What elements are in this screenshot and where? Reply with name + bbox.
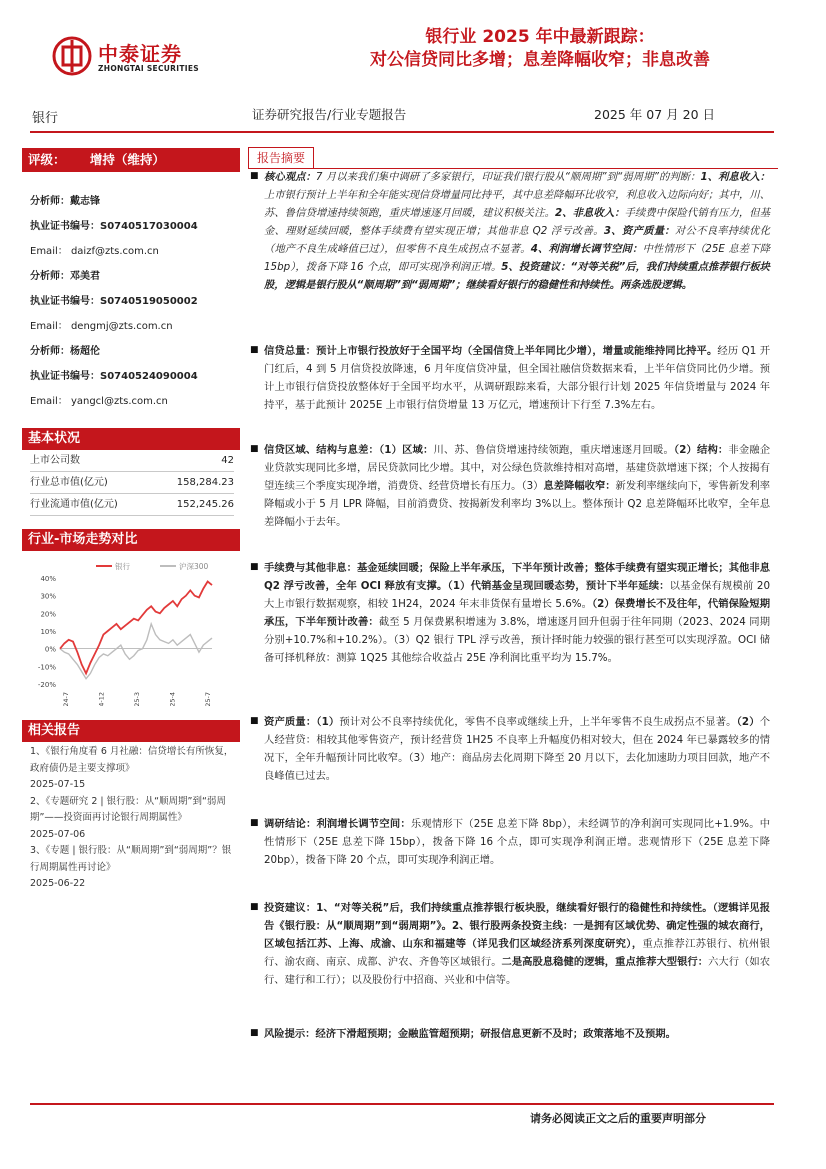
rating-bar — [22, 148, 240, 172]
basic-info-table — [30, 450, 234, 516]
logo-name-cn: 中泰证券 — [98, 42, 182, 66]
summary-tab — [248, 147, 778, 169]
analyst-email[interactable]: yangcl@zts.com.cn — [70, 396, 168, 407]
bullet-icon: ■ — [250, 345, 259, 355]
bullet-icon: ■ — [250, 171, 259, 181]
series-line — [60, 582, 212, 674]
rating-label: 评级： — [28, 152, 66, 167]
bullet-icon: ■ — [250, 444, 259, 454]
trend-header: 行业-市场走势对比 — [22, 529, 240, 551]
analyst-cert: S0740524090004 — [100, 371, 198, 382]
y-tick-label: 20% — [40, 610, 56, 619]
stat-row: 上市公司数 42 — [30, 450, 234, 472]
basic-info-header: 基本状况 — [22, 428, 240, 450]
header-divider — [30, 131, 774, 133]
rating-value: 增持（维持） — [89, 152, 165, 167]
report-type: 证券研究报告/行业专题报告 — [252, 107, 407, 122]
x-tick-label: 2025-4 — [168, 692, 177, 706]
industry-label: 银行 — [32, 111, 59, 126]
zhongtai-logo-icon — [52, 36, 92, 76]
series-line — [60, 624, 212, 679]
summary-asset-quality: 资产质量：（1）预计对公不良率持续优化，零售不良率或继续上升，上半年零售不良生成拐点不显著。（2）个人经营贷：相较其他零售资产，预计经营贷 1H25 不良率上升幅度仍相对较大，但在 2024 年已暴露较多的情况下，全年升幅预计同比收窄。（3）地产：商品房去化周期下降至 20 月以下，去化加速助力项目回款，地产不良峰值已过去。 — [264, 716, 771, 782]
analyst-name: 戴志锋 — [70, 196, 100, 207]
related-report-date: 2025-06-22 — [30, 878, 86, 889]
analyst-email[interactable]: daizf@zts.com.cn — [70, 246, 159, 257]
summary-risk: 风险提示：经济下滑超预期；金融监管超预期；研报信息更新不及时；政策落地不及预期。 — [264, 1028, 676, 1040]
related-report-date: 2025-07-15 — [30, 779, 86, 790]
analyst-cert: S0740519050002 — [100, 296, 198, 307]
related-header: 相关报告 — [22, 720, 240, 742]
report-date: 2025 年 07 月 20 日 — [594, 107, 715, 122]
related-reports — [30, 744, 234, 893]
bullet-icon: ■ — [250, 1028, 259, 1038]
summary-fee-income: 手续费与其他非息：基金延续回暖；保险上半年承压，下半年预计改善；整体手续费有望实现正增长；其他非息 Q2 浮亏改善，全年 OCI 释放有支撑。（1）代销基金呈现回暖态势，预计下半年延续：以基金保有规模前 20 大上市银行数据观察，相较 1H24，2024 年末非货保有量增长 5.6%。（2）保费增长不及往年，代销保险短期承压，下半年预计改善：截至 5 月保费累积增速为 3.8%，增速逐月回升但弱于往年同期（2023、2024 同期分别+10.7%和+10.2%）。（3）Q2 银行 TPL 浮亏改善，预计择时能力较强的银行甚至可以实现浮盈。OCI 储备可择机释放：测算 1Q25 其他综合收益占 25E 净利润比重平均为 15.7%。 — [264, 562, 771, 664]
related-report-item[interactable]: 1、《银行角度看 6 月社融：信贷增长有所恢复，政府债仍是主要支撑项》 2025-07-15 — [30, 744, 234, 794]
legend-label: 沪深300 — [179, 562, 209, 571]
title-line-1: 银行业 2025 年中最新跟踪： — [425, 27, 655, 47]
analyst-cert: S0740517030004 — [100, 221, 198, 232]
analyst-3: 分析师：杨超伦 执业证书编号：S0740524090004 Email： yangcl@zts.com.cn — [30, 346, 198, 407]
legend-label: 银行 — [115, 562, 130, 571]
summary-credit-volume: 信贷总量：预计上市银行投放好于全国平均（全国信贷上半年同比少增），增量或能维持同比持平。经历 Q1 开门红后，4 到 5 月信贷投放降速，6 月年度信贷冲量，但全国社融信贷数据来看，上半年信贷同比仍少增。预计上市银行信贷投放整体好于全国平均水平，从调研跟踪来看，大部分银行计划 2025 年信贷增量与 2024 年持平，基于此预计 2025E 上市银行信贷增量 13 万亿元，增速预计下行至 7.3%左右。 — [264, 345, 770, 411]
summary-tab-label: 报告摘要 — [248, 147, 314, 169]
related-report-date: 2025-07-06 — [30, 828, 86, 840]
bullet-icon: ■ — [250, 716, 259, 726]
title-line-2: 对公信贷同比多增；息差降幅收窄；非息改善 — [370, 50, 710, 70]
summary-investment: 投资建议：1、“对等关税”后，我们持续重点推荐银行板块股，继续看好银行的稳健性和持续性。（逻辑详见报告《银行股：从“顺周期”到“弱周期”》。2、银行股两条投资主线：一是拥有区域优势、确定性强的城农商行，区域包括江苏、上海、成渝、山东和福建等（详见我们区域经济系列深度研究），重点推荐江苏银行、杭州银行、渝农商、南京、成都、沪农、齐鲁等区域银行。二是高股息稳健的逻辑，重点推荐大型银行：六大行（如农行、建行和工行）；以及股份行中招商、兴业和中信等。 — [264, 902, 771, 986]
x-tick-label: 2025-3 — [133, 692, 141, 706]
summary-credit-region: 信贷区域、结构与息差：（1）区域：川、苏、鲁信贷增速持续领跑，重庆增速逐月回暖。（2）结构：非金融企业贷款实现同比多增，居民贷款同比少增。其中，对公绿色贷款维持相对高增，基建贷款增速下探；个人按揭有望连续三个季度实现净增，消费贷、经营贷增长有压力。（3）息差降幅收窄：新发利率继续向下，零售新发利率降幅或小于 5 月 LPR 降幅，目前消费贷、按揭新发利率均 3%以上。整体预计 Q2 息差降幅环比收窄，全年息差降幅小于去年。 — [264, 444, 771, 528]
stat-row: 行业总市值(亿元) 158,284.23 — [30, 472, 234, 494]
analyst-email[interactable]: dengmj@zts.com.cn — [70, 321, 173, 332]
bullet-icon: ■ — [250, 902, 259, 912]
y-tick-label: -20% — [37, 681, 56, 689]
company-logo — [52, 36, 212, 78]
related-report-item[interactable]: 3、《专题 | 银行股：从“顺周期”到“弱周期”？银行周期属性再讨论》 2025-06-22 — [30, 843, 234, 893]
y-tick-label: 40% — [40, 575, 56, 583]
summary-profit-space: 调研结论：利润增长调节空间：乐观情形下（25E 息差下降 8bp），未经调节的净利润可实现同比+1.9%。中性情形下（25E 息差下降 15bp），拨备下降 16 个点，即可实现净利润正增。悲观情形下（25E 息差下降 20bp），拨备下降 20 个点，即可实现净利润正增。 — [264, 818, 771, 866]
logo-name-en: ZHONGTAI SECURITIES — [98, 64, 199, 73]
analyst-name: 邓美君 — [70, 271, 100, 282]
bullet-icon: ■ — [250, 562, 259, 572]
x-tick-label: 2024-7 — [62, 692, 70, 706]
trend-chart — [26, 556, 240, 706]
y-tick-label: 30% — [40, 592, 56, 601]
x-tick-label: 2025-7 — [204, 692, 212, 706]
summary-core-view: 核心观点：7 月以来我们集中调研了多家银行，印证我们银行股从“顺周期”到“弱周期”的判断：1、利息收入：上市银行预计上半年和全年能实现信贷增量同比持平，其中息差降幅环比收窄，利息收入边际向好；其中，川、苏、鲁信贷增速持续领跑，重庆增速逐月回暖，建议积极关注。2、非息收入：手续费中保险代销有压力，但基金、理财延续回暖，整体手续费有望实现正增；其他非息 Q2 浮亏改善。3、资产质量：对公不良率持续优化（地产不良生成峰值已过），但零售不良生成拐点不显著。4、利润增长调节空间：中性情形下（25E 息差下降 15bp），拨备下降 16 个点，即可实现净利润正增。5、投资建议：“对等关税”后，我们持续重点推荐银行板块股，逻辑是银行股从“顺周期”到“弱周期”；继续看好银行的稳健性和持续性。两条选股逻辑。 — [264, 171, 771, 291]
footer-divider — [30, 1103, 774, 1105]
stat-row: 行业流通市值(亿元) 152,245.26 — [30, 494, 234, 516]
footer-disclaimer: 请务必阅读正文之后的重要声明部分 — [530, 1112, 706, 1125]
analyst-name: 杨超伦 — [70, 346, 100, 357]
y-tick-label: 0% — [44, 645, 56, 654]
related-report-item[interactable]: 2、《专题研究 2 | 银行股：从“顺周期”到“弱周期”——投资面再讨论银行周期属性》 2025-07-06 — [30, 794, 234, 844]
analyst-1: 分析师：戴志锋 执业证书编号：S0740517030004 Email： daizf@zts.com.cn — [30, 196, 198, 257]
bullet-icon: ■ — [250, 818, 259, 828]
trend-chart-svg — [26, 556, 240, 706]
analyst-list — [30, 192, 240, 417]
report-title — [300, 26, 780, 72]
x-tick-label: 2024-12 — [97, 692, 106, 706]
y-tick-label: 10% — [40, 628, 56, 636]
analyst-2: 分析师：邓美君 执业证书编号：S0740519050002 Email： dengmj@zts.com.cn — [30, 271, 198, 332]
y-tick-label: -10% — [37, 663, 56, 672]
